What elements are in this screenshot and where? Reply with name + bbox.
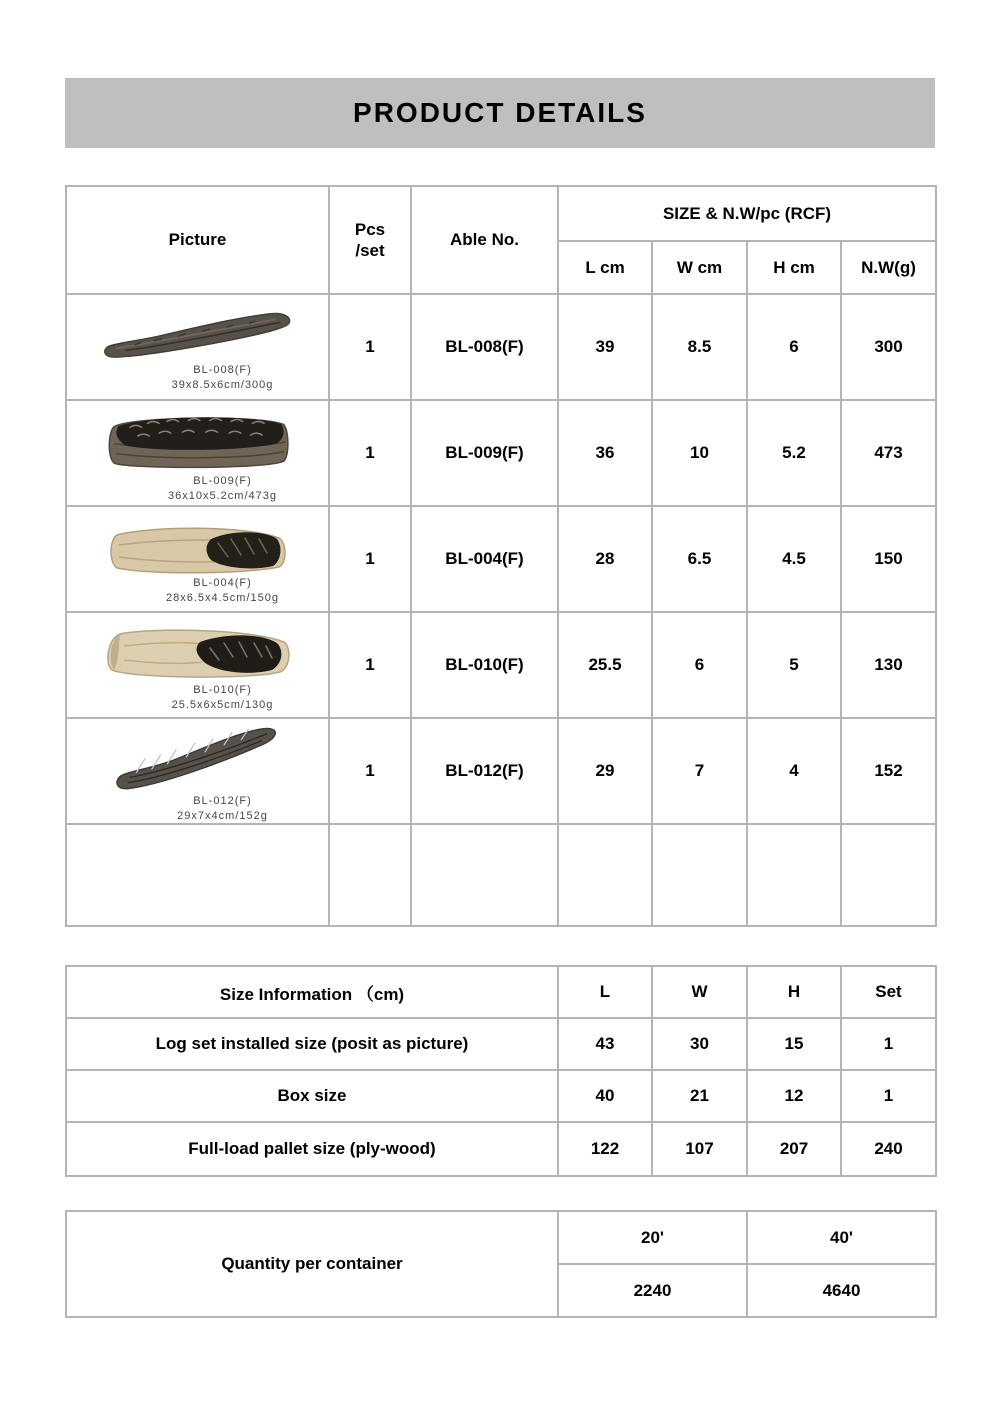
empty-cell xyxy=(841,824,936,926)
col-header-w-cm: W cm xyxy=(652,241,747,294)
w-cell: 7 xyxy=(652,718,747,824)
w-cell: 8.5 xyxy=(652,294,747,400)
photo-caption-line1: BL-010(F) xyxy=(193,684,252,697)
nw-cell: 473 xyxy=(841,400,936,506)
empty-cell xyxy=(747,824,841,926)
col-header-l-cm: L cm xyxy=(558,241,652,294)
photo-caption-line1: BL-012(F) xyxy=(193,795,252,808)
nw-cell: 300 xyxy=(841,294,936,400)
picture-cell xyxy=(66,506,329,612)
picture-cell xyxy=(66,294,329,400)
able-no-cell: BL-008(F) xyxy=(411,294,558,400)
able-no-cell: BL-012(F) xyxy=(411,718,558,824)
nw-cell: 150 xyxy=(841,506,936,612)
size-row-set: 1 xyxy=(841,1018,936,1070)
product-photo-bl-009f-icon xyxy=(98,403,298,473)
table-row xyxy=(66,1122,936,1176)
size-information-table xyxy=(65,965,937,1177)
able-no-cell: BL-004(F) xyxy=(411,506,558,612)
empty-cell xyxy=(66,824,329,926)
container-header-20ft: 20' xyxy=(558,1211,747,1264)
product-photo-bl-004f-icon xyxy=(103,513,293,575)
table-row xyxy=(66,612,936,718)
l-cell: 28 xyxy=(558,506,652,612)
size-info-header-label: Size Information （cm) xyxy=(66,966,558,1018)
photo-caption xyxy=(168,474,277,503)
product-photo-bl-010f-icon xyxy=(98,618,298,682)
size-info-header-l: L xyxy=(558,966,652,1018)
table-row xyxy=(66,400,936,506)
size-row-set: 240 xyxy=(841,1122,936,1176)
able-no-cell: BL-010(F) xyxy=(411,612,558,718)
col-header-pcs-line1: Pcs xyxy=(354,219,386,239)
pcs-cell: 1 xyxy=(329,612,411,718)
container-qty-40ft: 4640 xyxy=(747,1264,936,1317)
table-row-empty xyxy=(66,824,936,926)
l-cell: 29 xyxy=(558,718,652,824)
nw-cell: 152 xyxy=(841,718,936,824)
col-header-size-group: SIZE & N.W/pc (RCF) xyxy=(558,186,936,241)
product-photo-bl-008f-icon xyxy=(93,302,303,362)
photo-caption-line1: BL-008(F) xyxy=(193,364,252,377)
pcs-cell: 1 xyxy=(329,506,411,612)
page-header-bar xyxy=(65,78,935,148)
page-title: PRODUCT DETAILS xyxy=(353,97,647,128)
photo-caption-line2: 39x8.5x6cm/300g xyxy=(171,378,274,391)
h-cell: 6 xyxy=(747,294,841,400)
l-cell: 36 xyxy=(558,400,652,506)
picture-cell xyxy=(66,612,329,718)
container-header-40ft: 40' xyxy=(747,1211,936,1264)
size-row-w: 21 xyxy=(652,1070,747,1122)
size-row-l: 43 xyxy=(558,1018,652,1070)
h-cell: 5.2 xyxy=(747,400,841,506)
photo-caption xyxy=(172,363,274,392)
photo-caption-line2: 28x6.5x4.5cm/150g xyxy=(165,591,279,604)
product-photo-bl-012f-icon xyxy=(95,719,300,793)
size-row-label: Full-load pallet size (ply-wood) xyxy=(66,1122,558,1176)
photo-caption-line2: 25.5x6x5cm/130g xyxy=(171,698,274,711)
size-info-header-set: Set xyxy=(841,966,936,1018)
size-row-l: 122 xyxy=(558,1122,652,1176)
picture-cell xyxy=(66,718,329,824)
empty-cell xyxy=(411,824,558,926)
w-cell: 10 xyxy=(652,400,747,506)
col-header-h-cm: H cm xyxy=(747,241,841,294)
container-qty-20ft: 2240 xyxy=(558,1264,747,1317)
size-row-h: 207 xyxy=(747,1122,841,1176)
size-row-set: 1 xyxy=(841,1070,936,1122)
size-row-label: Box size xyxy=(66,1070,558,1122)
container-quantity-table xyxy=(65,1210,937,1318)
h-cell: 4.5 xyxy=(747,506,841,612)
w-cell: 6.5 xyxy=(652,506,747,612)
container-label: Quantity per container xyxy=(66,1211,558,1317)
table-row xyxy=(66,1070,936,1122)
size-row-label: Log set installed size (posit as picture) xyxy=(66,1018,558,1070)
table-row xyxy=(66,506,936,612)
col-header-nw-g: N.W(g) xyxy=(841,241,936,294)
col-header-able-no: Able No. xyxy=(411,186,558,294)
empty-cell xyxy=(652,824,747,926)
photo-caption-line1: BL-009(F) xyxy=(193,475,252,488)
size-info-header-w: W xyxy=(652,966,747,1018)
photo-caption xyxy=(166,576,279,605)
size-row-h: 12 xyxy=(747,1070,841,1122)
photo-caption xyxy=(172,683,274,712)
pcs-cell: 1 xyxy=(329,294,411,400)
photo-caption-line1: BL-004(F) xyxy=(193,577,252,590)
col-header-picture: Picture xyxy=(66,186,329,294)
photo-caption-line2: 29x7x4cm/152g xyxy=(177,809,268,822)
h-cell: 5 xyxy=(747,612,841,718)
nw-cell: 130 xyxy=(841,612,936,718)
size-row-w: 30 xyxy=(652,1018,747,1070)
size-row-l: 40 xyxy=(558,1070,652,1122)
photo-caption xyxy=(177,794,268,823)
w-cell: 6 xyxy=(652,612,747,718)
product-table xyxy=(65,185,937,927)
table-row xyxy=(66,294,936,400)
picture-cell xyxy=(66,400,329,506)
col-header-pcs-set xyxy=(329,186,411,294)
able-no-cell: BL-009(F) xyxy=(411,400,558,506)
pcs-cell: 1 xyxy=(329,400,411,506)
l-cell: 39 xyxy=(558,294,652,400)
empty-cell xyxy=(329,824,411,926)
col-header-pcs-line2: /set xyxy=(355,241,385,260)
l-cell: 25.5 xyxy=(558,612,652,718)
h-cell: 4 xyxy=(747,718,841,824)
size-info-header-h: H xyxy=(747,966,841,1018)
size-row-w: 107 xyxy=(652,1122,747,1176)
photo-caption-line2: 36x10x5.2cm/473g xyxy=(168,489,277,502)
table-row xyxy=(66,718,936,824)
table-row xyxy=(66,1018,936,1070)
empty-cell xyxy=(558,824,652,926)
pcs-cell: 1 xyxy=(329,718,411,824)
size-row-h: 15 xyxy=(747,1018,841,1070)
